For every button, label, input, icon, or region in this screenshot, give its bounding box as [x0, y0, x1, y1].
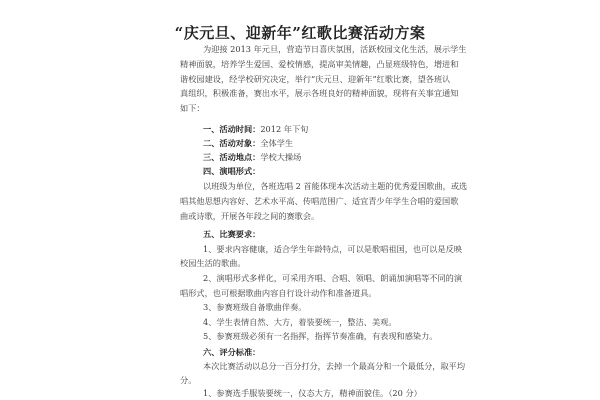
intro-line-5: 如下： — [180, 103, 205, 113]
performance-form-line-3: 曲或诗歌，开展各年段之间的赛歌会。 — [180, 211, 320, 221]
section-activity-target — [203, 138, 293, 149]
scoring-heading: 六、评分标准： — [203, 347, 261, 357]
requirement-item: 唱形式，也可根据歌曲内容自行设计动作和准备道具。 — [180, 288, 377, 298]
intro-line-3: 谐校园建设，经学校研究决定，举行“庆元旦、迎新年”红歌比赛，望各班认 — [180, 74, 451, 84]
requirement-item: 1、要求内容健康，适合学生年龄特点，可以是歌唱祖国，也可以是反映 — [203, 244, 463, 254]
requirements-heading: 五、比赛要求： — [203, 229, 261, 239]
activity-target-value: 全体学生 — [260, 138, 294, 148]
requirement-item: 校园生活的歌曲。 — [180, 258, 246, 268]
scoring-line-2: 分。 — [180, 375, 197, 385]
performance-form-heading: 四、演唱形式： — [203, 166, 261, 176]
requirement-item: 4、学生表情自然、大方，着装要统一，整洁、美观。 — [203, 317, 397, 327]
document-title: “庆元旦、迎新年”红歌比赛活动方案 — [174, 24, 426, 42]
activity-target-label: 二、活动对象： — [203, 138, 261, 148]
performance-form-line-1: 以班级为单位，各班选唱 2 首能体现本次活动主题的优秀爱国歌曲，或选 — [203, 181, 468, 191]
requirement-item: 5、参赛班级必须有一名指挥，指挥节奏准确，有表现和感染力。 — [203, 331, 438, 341]
scoring-line-1: 本次比赛活动以总分一百分打分，去掉一个最高分和一个最低分，取平均 — [203, 361, 466, 371]
scoring-line-3: 1、参赛选手服装要统一，仪态大方，精神面貌佳。（20 分） — [203, 388, 422, 398]
requirement-item: 3、参赛班级自备歌曲伴奏。 — [203, 302, 307, 312]
activity-location-label: 三、活动地点： — [203, 152, 261, 162]
activity-time-value: 2012 年下旬 — [260, 124, 309, 134]
intro-line-1: 为迎接 2013 年元旦，营造节日喜庆氛围，活跃校园文化生活，展示学生 — [203, 44, 467, 54]
section-activity-location — [203, 152, 301, 163]
intro-line-2: 精神面貌，培养学生爱国、爱校情感，提高审美情趣，凸显班级特色，增进和 — [180, 59, 459, 69]
activity-location-value: 学校大操场 — [260, 152, 302, 162]
activity-time-label: 一、活动时间： — [203, 124, 261, 134]
section-activity-time — [203, 124, 308, 135]
requirement-item: 2、演唱形式多样化，可采用齐唱、合唱、领唱、朗诵加演唱等不同的演 — [203, 273, 463, 283]
performance-form-line-2: 唱其他思想内容好、艺术水平高、传唱范围广、适宜青少年学生合唱的爱国歌 — [180, 196, 459, 206]
intro-line-4: 真组织，积极准备，赛出水平，展示各班良好的精神面貌，现将有关事宜通知 — [180, 88, 459, 98]
